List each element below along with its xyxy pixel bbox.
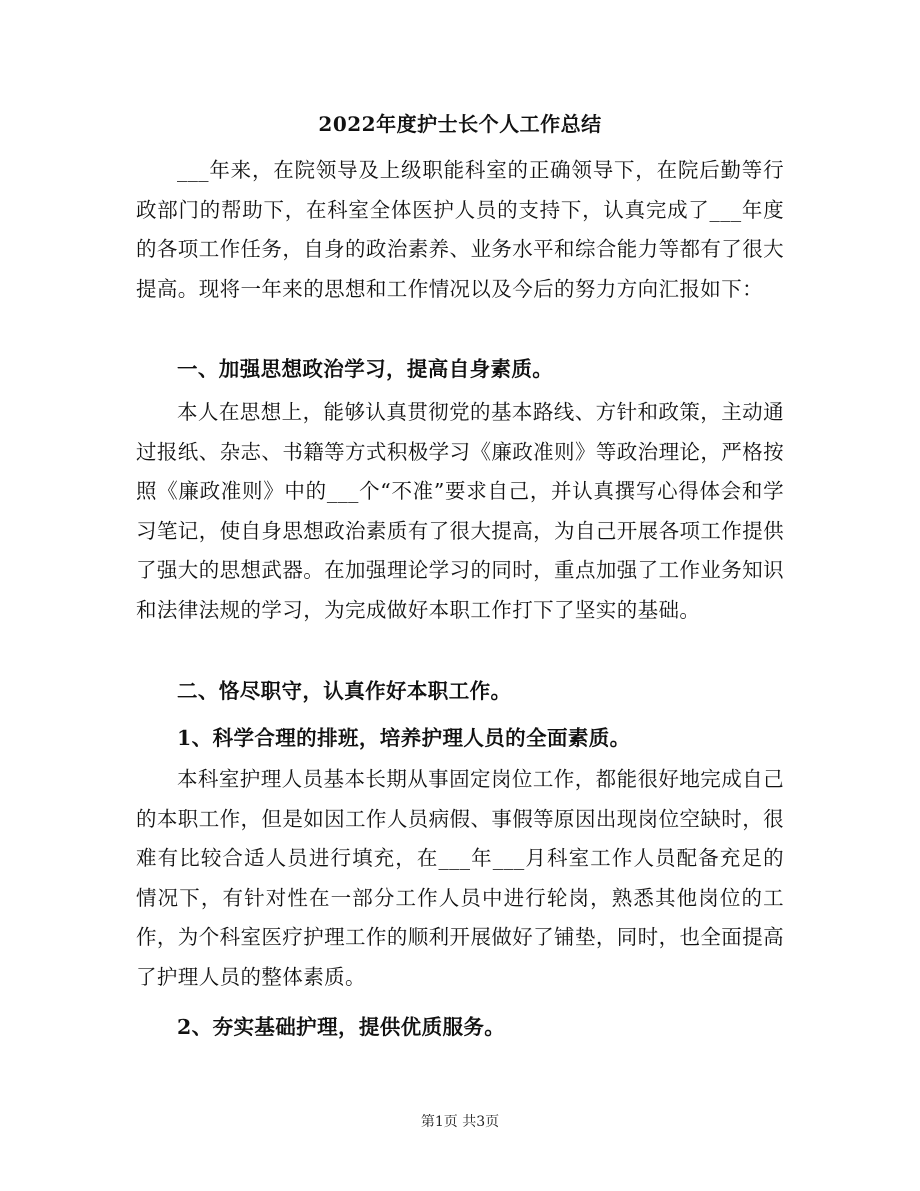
page-indicator: 第1页 共3页 (420, 1114, 500, 1130)
section-2-heading: 二、恪尽职守，认真作好本职工作。 (177, 679, 512, 703)
document-title: 2022年度护士长个人工作总结 (318, 112, 602, 136)
section-1-heading: 一、加强思想政治学习，提高自身素质。 (177, 357, 554, 381)
subsection-1-paragraph: 本科室护理人员基本长期从事固定岗位工作，都能很好地完成自己的本职工作，但是如因工作人员病假、事假等原因出现岗位空缺时，很难有比较合适人员进行填充，在___年___月科室工作人员配备充足的情况下，有针对性在一部分工作人员中进行轮岗，熟悉其他岗位的工作，为个科室医疗护理工作的顺利开展做好了铺垫，同时，也全面提高了护理人员的整体素质。 (136, 767, 784, 989)
subsection-2-heading: 2、夯实基础护理，提供优质服务。 (177, 1015, 506, 1039)
intro-paragraph: ___年来，在院领导及上级职能科室的正确领导下，在院后勤等行政部门的帮助下，在科室全体医护人员的支持下，认真完成了___年度的各项工作任务，自身的政治素养、业务水平和综合能力等都有了很大提高。现将一年来的思想和工作情况以及今后的努力方向汇报如下： (136, 158, 784, 301)
section-1-paragraph: 本人在思想上，能够认真贯彻党的基本路线、方针和政策，主动通过报纸、杂志、书籍等方式积极学习《廉政准则》等政治理论，严格按照《廉政准则》中的___个“不准”要求自己，并认真撰写心得体会和学习笔记，使自身思想政治素质有了很大提高，为自己开展各项工作提供了强大的思想武器。在加强理论学习的同时，重点加强了工作业务知识和法律法规的学习，为完成做好本职工作打下了坚实的基础。 (136, 400, 784, 622)
subsection-1-heading: 1、科学合理的排班，培养护理人员的全面素质。 (177, 726, 631, 750)
